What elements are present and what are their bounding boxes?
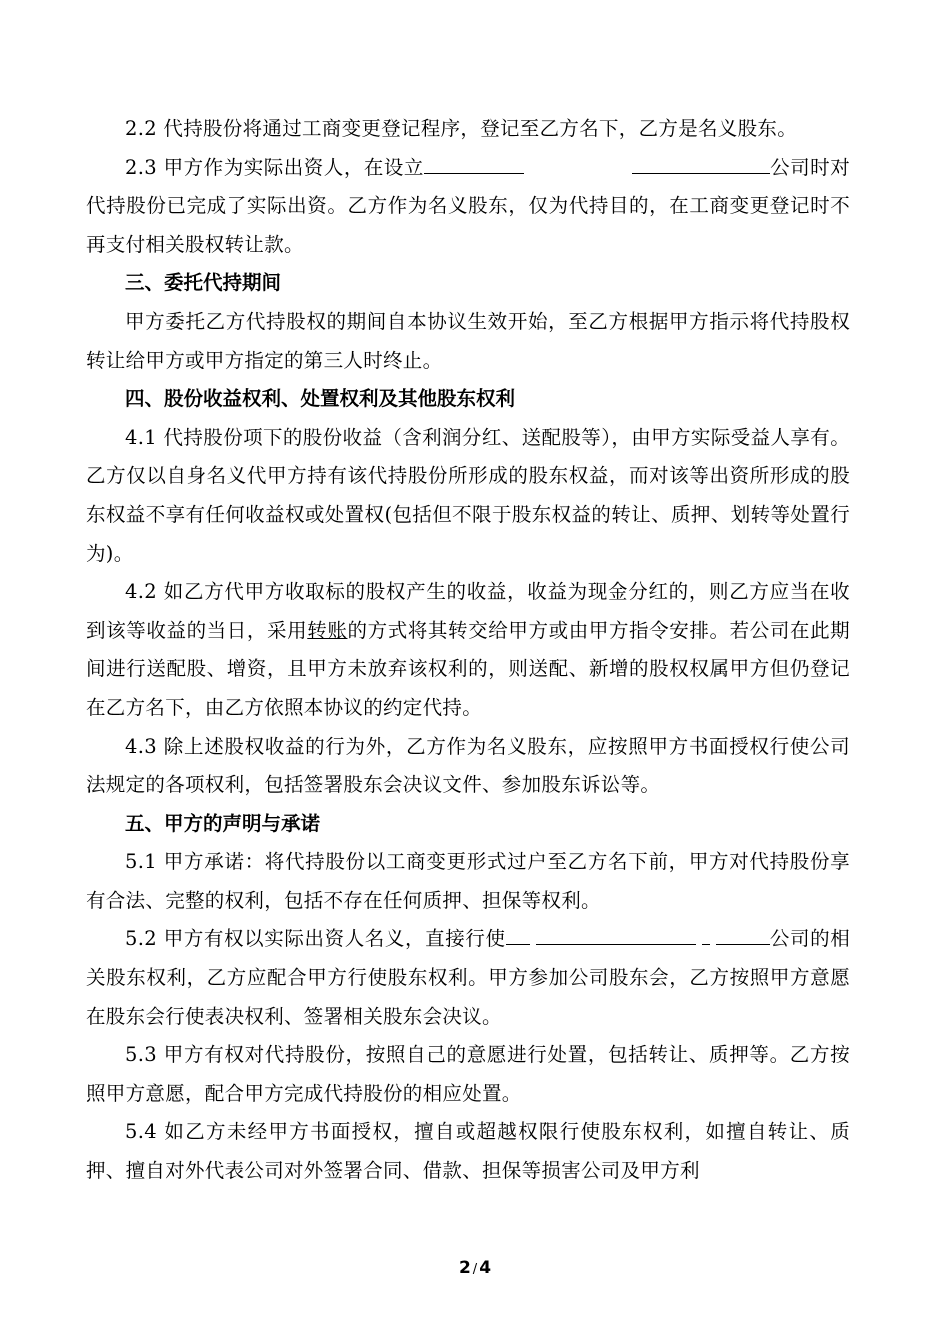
clause-5-2-text-a: 5.2 甲方有权以实际出资人名义，直接行使 bbox=[125, 927, 506, 951]
fill-blank-company-name bbox=[536, 924, 636, 945]
fill-blank-company-name bbox=[702, 924, 710, 945]
clause-5-2-text-b: 公司的相关股东权利，乙方应配合甲方行使股东权利。甲方参加公司股东会，乙方按照甲方意愿在股东会行使表决权利、签署相关股东会决议。 bbox=[86, 927, 850, 1028]
clause-4-2-text-b: 的方式将其转交给甲方或由甲方指令安排。若公司在此期间进行送配股、增资，且甲方未放弃该权利的，则送配、新增的股权权属甲方但仍登记在乙方名下，由乙方依照本协议的约定代持。 bbox=[86, 618, 850, 719]
clause-5-4: 5.4 如乙方未经甲方书面授权，擅自或超越权限行使股东权利，如擅自转让、质押、擅自对外代表公司对外签署合同、借款、担保等损害公司及甲方利 bbox=[86, 1120, 850, 1183]
total-pages-number: 4 bbox=[479, 1258, 492, 1278]
clause-5-3: 5.3 甲方有权对代持股份，按照自己的意愿进行处置，包括转让、质押等。乙方按照甲方意愿，配合甲方完成代持股份的相应处置。 bbox=[86, 1043, 850, 1105]
section-heading-4: 四、股份收益权利、处置权利及其他股东权利 bbox=[125, 387, 516, 411]
clause-5-1: 5.1 甲方承诺：将代持股份以工商变更形式过户至乙方名下前，甲方对代持股份享有合法、完整的权利，包括不存在任何质押、担保等权利。 bbox=[86, 850, 850, 912]
page-number bbox=[0, 1258, 950, 1278]
fill-blank-company-name bbox=[524, 152, 632, 173]
page-separator: / bbox=[472, 1262, 478, 1277]
clause-2-3-text-a: 2.3 甲方作为实际出资人，在设立 bbox=[125, 155, 424, 179]
clause-3: 甲方委托乙方代持股权的期间自本协议生效开始，至乙方根据甲方指示将代持股权转让给甲方或甲方指定的第三人时终止。 bbox=[86, 309, 850, 372]
document-body bbox=[86, 110, 850, 1191]
section-heading-5: 五、甲方的声明与承诺 bbox=[125, 811, 321, 835]
fill-blank-company-name bbox=[716, 924, 770, 945]
clause-4-2-text-a: 4.2 如乙方代甲方收取标的股权产生的收益，收益为现金分红的，则乙方应当在收到该等收益的当日，采用 bbox=[86, 580, 850, 642]
fill-blank-company-name bbox=[632, 152, 770, 173]
clause-2-3-text-b: 公司时对代持股份已完成了实际出资。乙方作为名义股东，仅为代持目的，在工商变更登记时不再支付相关股权转让款。 bbox=[86, 155, 851, 256]
clause-2-3 bbox=[86, 149, 850, 265]
current-page-number: 2 bbox=[458, 1258, 471, 1278]
underlined-term: 转账 bbox=[307, 618, 348, 642]
section-heading-3: 三、委托代持期间 bbox=[125, 271, 282, 295]
fill-blank-company-name bbox=[506, 924, 530, 945]
clause-4-3: 4.3 除上述股权收益的行为外，乙方作为名义股东，应按照甲方书面授权行使公司法规定的各项权利，包括签署股东会决议文件、参加股东诉讼等。 bbox=[86, 734, 850, 797]
clause-4-1: 4.1 代持股份项下的股份收益（含利润分红、送配股等），由甲方实际受益人享有。乙方仅以自身名义代甲方持有该代持股份所形成的股东权益，而对该等出资所形成的股东权益不享有任何收益权或处置权(包括但不限于股东权益的转让、质押、划转等处置行为)。 bbox=[86, 425, 850, 565]
clause-4-2 bbox=[86, 573, 850, 727]
clause-5-2 bbox=[86, 920, 850, 1036]
clause-2-2: 2.2 代持股份将通过工商变更登记程序，登记至乙方名下，乙方是名义股东。 bbox=[125, 117, 798, 140]
fill-blank-company-name bbox=[636, 924, 696, 945]
fill-blank-company-name bbox=[424, 152, 524, 173]
